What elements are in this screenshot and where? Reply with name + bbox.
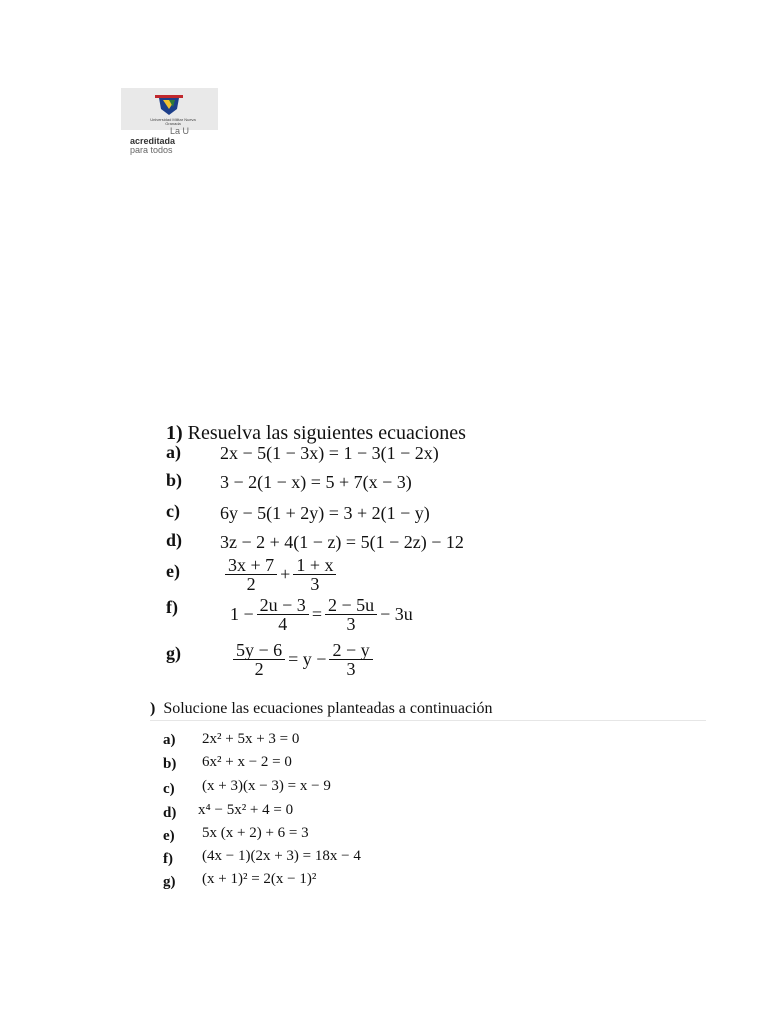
numerator: 2 − 5u: [325, 596, 377, 615]
item-label: a): [163, 732, 176, 748]
item-label: f): [163, 851, 173, 867]
fraction: [233, 641, 285, 678]
fraction: [293, 556, 336, 593]
section1-heading-text: Resuelva las siguientes ecuaciones: [187, 422, 466, 444]
item-label: g): [166, 643, 181, 663]
slogan-line-1: La U: [170, 126, 190, 136]
item-label: e): [163, 828, 175, 844]
equation: [230, 641, 376, 678]
equation: 3z − 2 + 4(1 − z) = 5(1 − 2z) − 12: [220, 532, 464, 552]
divider: [150, 720, 706, 721]
item-label: c): [166, 501, 180, 521]
equation: 5x (x + 2) + 6 = 3: [202, 825, 309, 841]
equation: 6x² + x − 2 = 0: [202, 754, 292, 770]
denominator: 2: [246, 574, 256, 594]
slogan-line-2: acreditada: [130, 136, 176, 146]
item-label: c): [163, 781, 175, 797]
denominator: 4: [278, 614, 288, 634]
equation: 6y − 5(1 + 2y) = 3 + 2(1 − y): [220, 503, 430, 523]
item-label: e): [166, 561, 180, 581]
numerator: 2u − 3: [257, 596, 309, 615]
equation: [230, 596, 413, 633]
section2-heading: [150, 700, 493, 718]
logo-seal-text: Universidad Militar Nueva Granada: [150, 117, 196, 126]
item-label: a): [166, 442, 181, 462]
numerator: 5y − 6: [233, 641, 285, 660]
denominator: 3: [346, 614, 356, 634]
equation: 2x − 5(1 − 3x) = 1 − 3(1 − 2x): [220, 443, 439, 463]
denominator: 3: [346, 659, 356, 679]
item-label: d): [163, 805, 177, 821]
item-label: g): [163, 874, 176, 890]
item-label: f): [166, 597, 178, 617]
equation: x⁴ − 5x² + 4 = 0: [198, 802, 294, 818]
fraction: [329, 641, 372, 678]
equation: [222, 556, 339, 593]
middle-term: = y −: [288, 649, 327, 669]
item-label: b): [166, 470, 183, 490]
equals-sign: =: [311, 604, 322, 624]
denominator: 2: [254, 659, 264, 679]
fraction: [225, 556, 277, 593]
section2-heading-text: Solucione las ecuaciones planteadas a continuación: [163, 700, 493, 717]
slogan-line-3: para todos: [130, 145, 173, 155]
section1-heading-number: 1): [166, 422, 183, 444]
numerator: 3x + 7: [225, 556, 277, 575]
lead-term: 1 −: [230, 604, 254, 624]
section1-heading: [166, 422, 466, 445]
operator: +: [280, 564, 291, 584]
section2-heading-number: ): [150, 700, 156, 717]
denominator: 3: [310, 574, 320, 594]
university-seal-icon: [149, 93, 189, 117]
numerator: 1 + x: [293, 556, 336, 575]
equation: 3 − 2(1 − x) = 5 + 7(x − 3): [220, 472, 412, 492]
equation: 2x² + 5x + 3 = 0: [202, 731, 300, 747]
tail-term: − 3u: [380, 604, 413, 624]
fraction: [325, 596, 377, 633]
numerator: 2 − y: [329, 641, 372, 660]
item-label: d): [166, 530, 183, 550]
equation: (x + 3)(x − 3) = x − 9: [202, 778, 331, 794]
equation: (4x − 1)(2x + 3) = 18x − 4: [202, 848, 361, 864]
item-label: b): [163, 756, 177, 772]
fraction: [257, 596, 309, 633]
equation: (x + 1)² = 2(x − 1)²: [202, 871, 317, 887]
